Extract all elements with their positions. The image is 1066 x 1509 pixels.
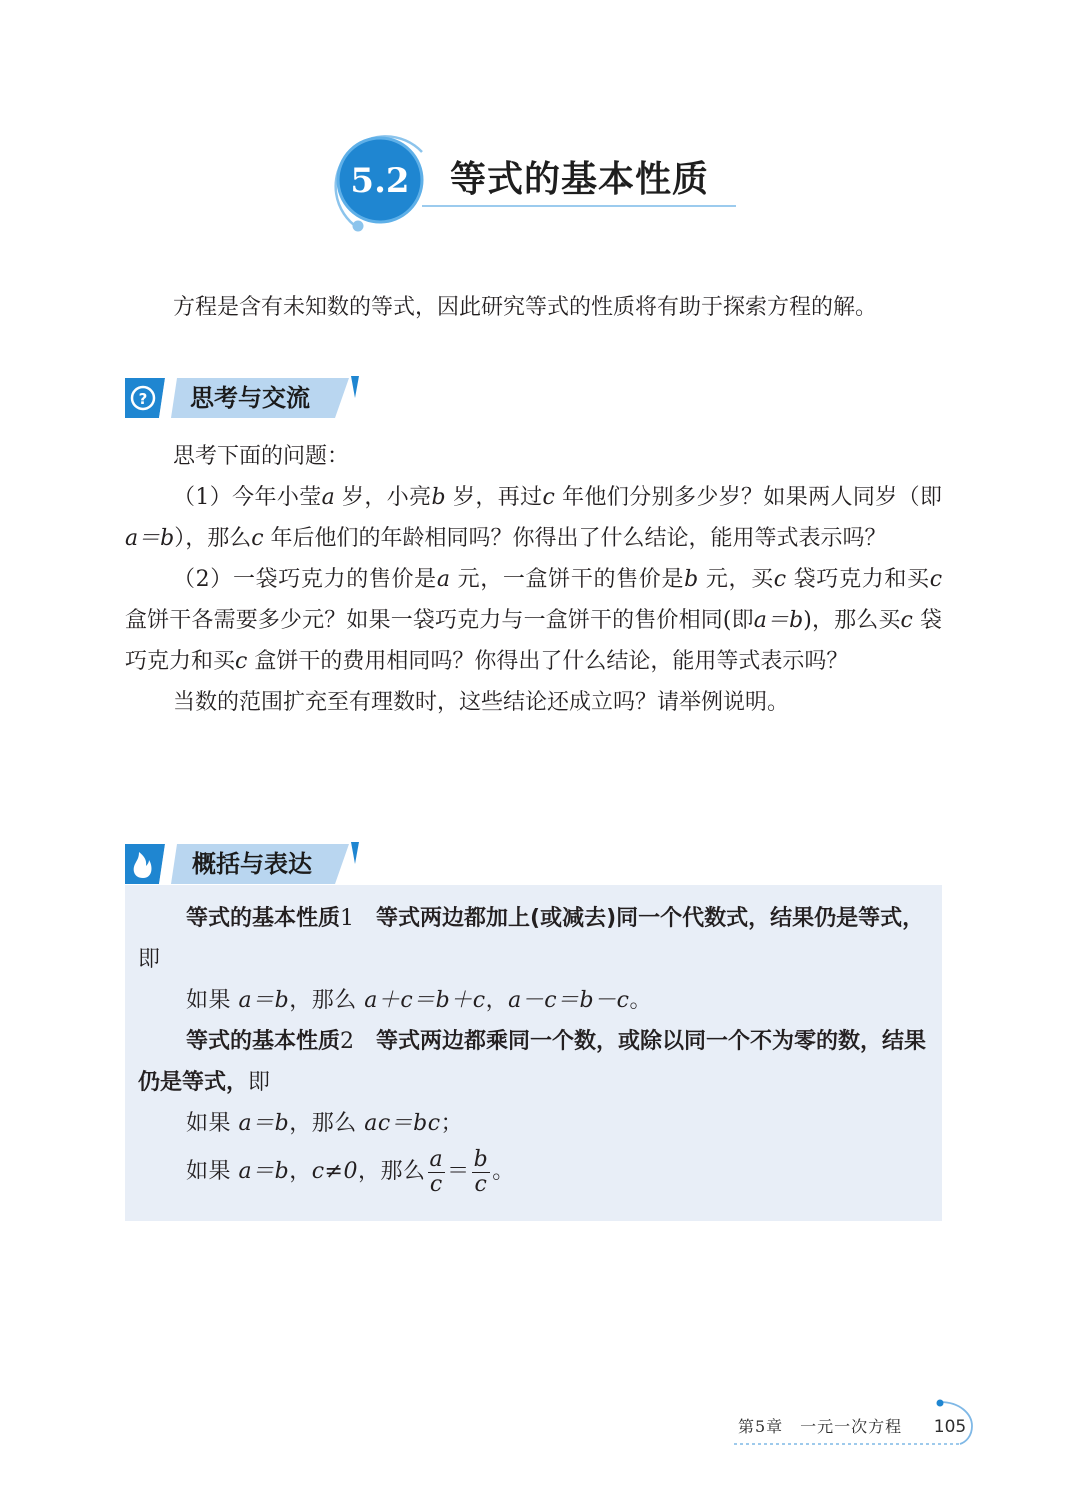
property-2-formula-1: 如果 a＝b，那么 ac＝bc；: [186, 1111, 464, 1136]
section-title: 等式的基本性质: [450, 159, 710, 200]
property-2-formula-2: 如果 a＝b，c≠0，那么 $\frac{a}{c}$ ＝ $\frac{b}{c}$ 。: [186, 1146, 515, 1197]
footer-chapter: 第5章 一元一次方程: [738, 1417, 903, 1436]
think-exchange-heading: 思考与交流: [190, 384, 310, 412]
fraction-b-over-c: $\frac{b}{c}$: [473, 1146, 489, 1197]
question-1: （1）今年小莹a 岁，小亮b 岁，再过c 年他们分别多少岁？如果两人同岁（即a＝b），那么c 年后他们的年龄相同吗？你得出了什么结论，能用等式表示吗？: [125, 485, 942, 551]
footer-decoration: [728, 1398, 978, 1450]
think-lead: 思考下面的问题：: [173, 444, 350, 469]
svg-text:?: ?: [138, 390, 148, 408]
summary-heading: 概括与表达: [192, 850, 312, 878]
property-1: 等式的基本性质1 等式两边都加上(或减去)同一个代数式，结果仍是等式，即: [138, 906, 925, 972]
section-number: 5.2: [350, 161, 410, 201]
property-1-formula: 如果 a＝b，那么 a＋c＝b＋c，a－c＝b－c。: [186, 988, 652, 1013]
property-2: 等式的基本性质2 等式两边都乘同一个数，或除以同一个不为零的数，结果仍是等式，即: [138, 1029, 927, 1095]
intro-paragraph: 方程是含有未知数的等式，因此研究等式的性质将有助于探索方程的解。: [173, 295, 878, 320]
think-closing: 当数的范围扩充至有理数时，这些结论还成立吗？请举例说明。: [173, 690, 790, 715]
page-number: 105: [933, 1417, 967, 1437]
question-2: （2）一袋巧克力的售价是a 元，一盒饼干的售价是b 元，买c 袋巧克力和买c 盒饼干各需要多少元？如果一袋巧克力与一盒饼干的售价相同(即a＝b)，那么买c 袋巧克力和买c 盒饼干的费用相同吗？你得出了什么结论，能用等式表示吗？: [125, 567, 943, 674]
think-exchange-content: [125, 436, 942, 723]
summary-content: [138, 898, 932, 1200]
fraction-a-over-c: $\frac{a}{c}$: [429, 1146, 444, 1197]
